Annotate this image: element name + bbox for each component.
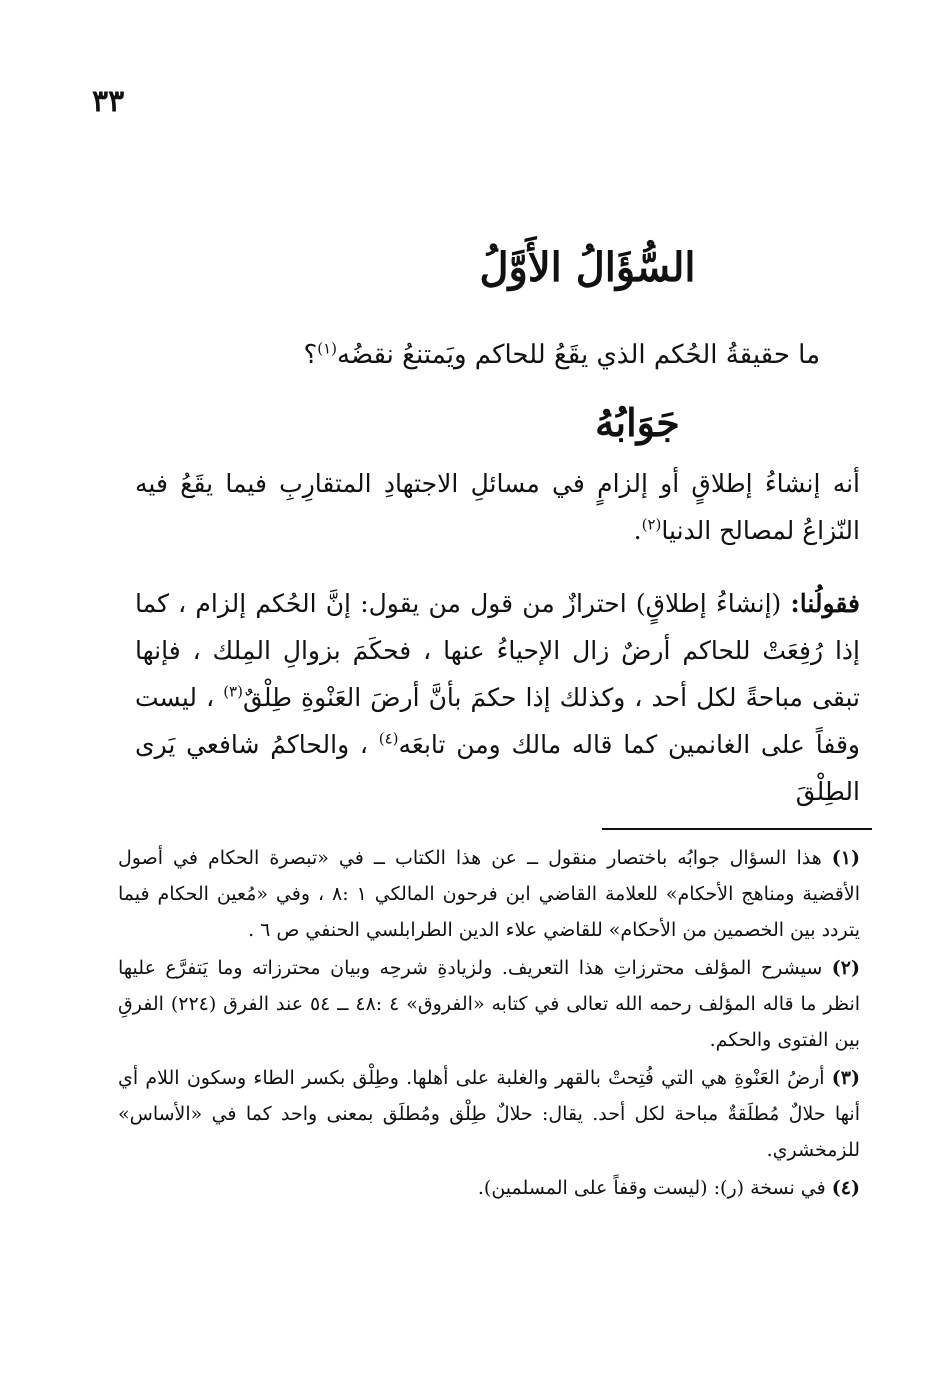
commentary-lead: فقولُنا:	[790, 589, 860, 618]
question-text	[303, 340, 820, 370]
question-heading: السُّؤَالُ الأَوَّلُ	[479, 244, 696, 291]
question-body: ما حقيقةُ الحُكم الذي يقَعُ للحاكم ويَمتنعُ نقضُه	[337, 340, 820, 370]
footnote-divider	[602, 828, 872, 830]
answer-body: أنه إنشاءُ إطلاقٍ أو إلزامٍ في مسائلِ الاجتهادِ المتقارِبِ فيما يقَعُ فيه النّزاعُ لمصالح الدنيا	[135, 469, 860, 545]
footnote-number: (١)	[831, 847, 861, 869]
answer-paragraph	[135, 460, 860, 554]
footnote-ref-1[interactable]: (١)	[317, 339, 338, 358]
footnote-number: (٢)	[831, 957, 860, 979]
footnote-4	[118, 1170, 860, 1206]
page-number: ٣٣	[92, 84, 125, 119]
question-mark: ؟	[303, 340, 318, 370]
footnote-number: (٣)	[831, 1067, 860, 1089]
commentary-text-1: (إنشاءُ إطلاقٍ) احترازٌ من قول من يقول: إنَّ الحُكم إلزام ، كما إذا رُفِعَتْ للحاكم أرضٌ زال الإحياءُ عنها ، فحكَمَ بزوالِ المِلك ، فإنها تبقى مباحةً لكل أحد ، وكذلك إذا حكمَ بأنَّ أرضَ العَنْوةِ طِلْقٌ	[135, 589, 860, 712]
footnote-number: (٤)	[831, 1177, 860, 1199]
footnote-ref-3[interactable]: (٣)	[223, 682, 243, 701]
footnote-text: أرضُ العَنْوةِ هي التي فُتِحتْ بالقهر والغلبة على أهلها. وطِلْق بكسر الطاء وسكون اللام أي أنها حلالٌ مُطلَقةٌ مباحة لكل أحد. يقال: حلالٌ طِلْق ومُطلَق بمعنى واحد كما في «الأساس» للزمخشري.	[118, 1067, 860, 1161]
footnote-2	[118, 950, 860, 1058]
footnote-ref-4[interactable]: (٤)	[378, 729, 399, 748]
answer-heading: جَوَابُهُ	[595, 400, 680, 445]
footnote-text: في نسخة (ر): (ليست وقفاً على المسلمين).	[477, 1177, 826, 1199]
footnote-3	[118, 1060, 860, 1168]
footnotes	[118, 840, 860, 1208]
commentary-text-2: ، ليست وقفاً على الغانمين كما قاله مالك ومن تابعَه	[135, 683, 860, 759]
footnote-text: سيشرح المؤلف محترزاتِ هذا التعريف. ولزيادةِ شرحِه وبيان محترزاته وما يَتفرَّع عليها انظر ما قاله المؤلف رحمه الله تعالى في كتابه «الفروق» ٤ :٤٨ ــ ٥٤ عند الفرق (٢٢٤) الفرقِ بين الفتوى والحكم.	[118, 957, 861, 1051]
answer-end: .	[633, 516, 642, 545]
commentary-text-3: ، والحاكمُ شافعي يَرى الطِلْقَ	[135, 730, 860, 806]
footnote-ref-2[interactable]: (٢)	[641, 515, 662, 534]
footnote-1	[118, 840, 860, 948]
footnote-text: هذا السؤال جوابُه باختصار منقول ــ عن هذا الكتاب ــ في «تبصرة الحكام في أصول الأقضية ومناهج الأحكام» للعلامة القاضي ابن فرحون المالكي ١ :٨ ، وفي «مُعين الحكام فيما يتردد بين الخصمين من الأحكام» للقاضي علاء الدين الطرابلسي الحنفي ص ٦ .	[118, 847, 860, 941]
commentary-paragraph	[135, 580, 860, 815]
